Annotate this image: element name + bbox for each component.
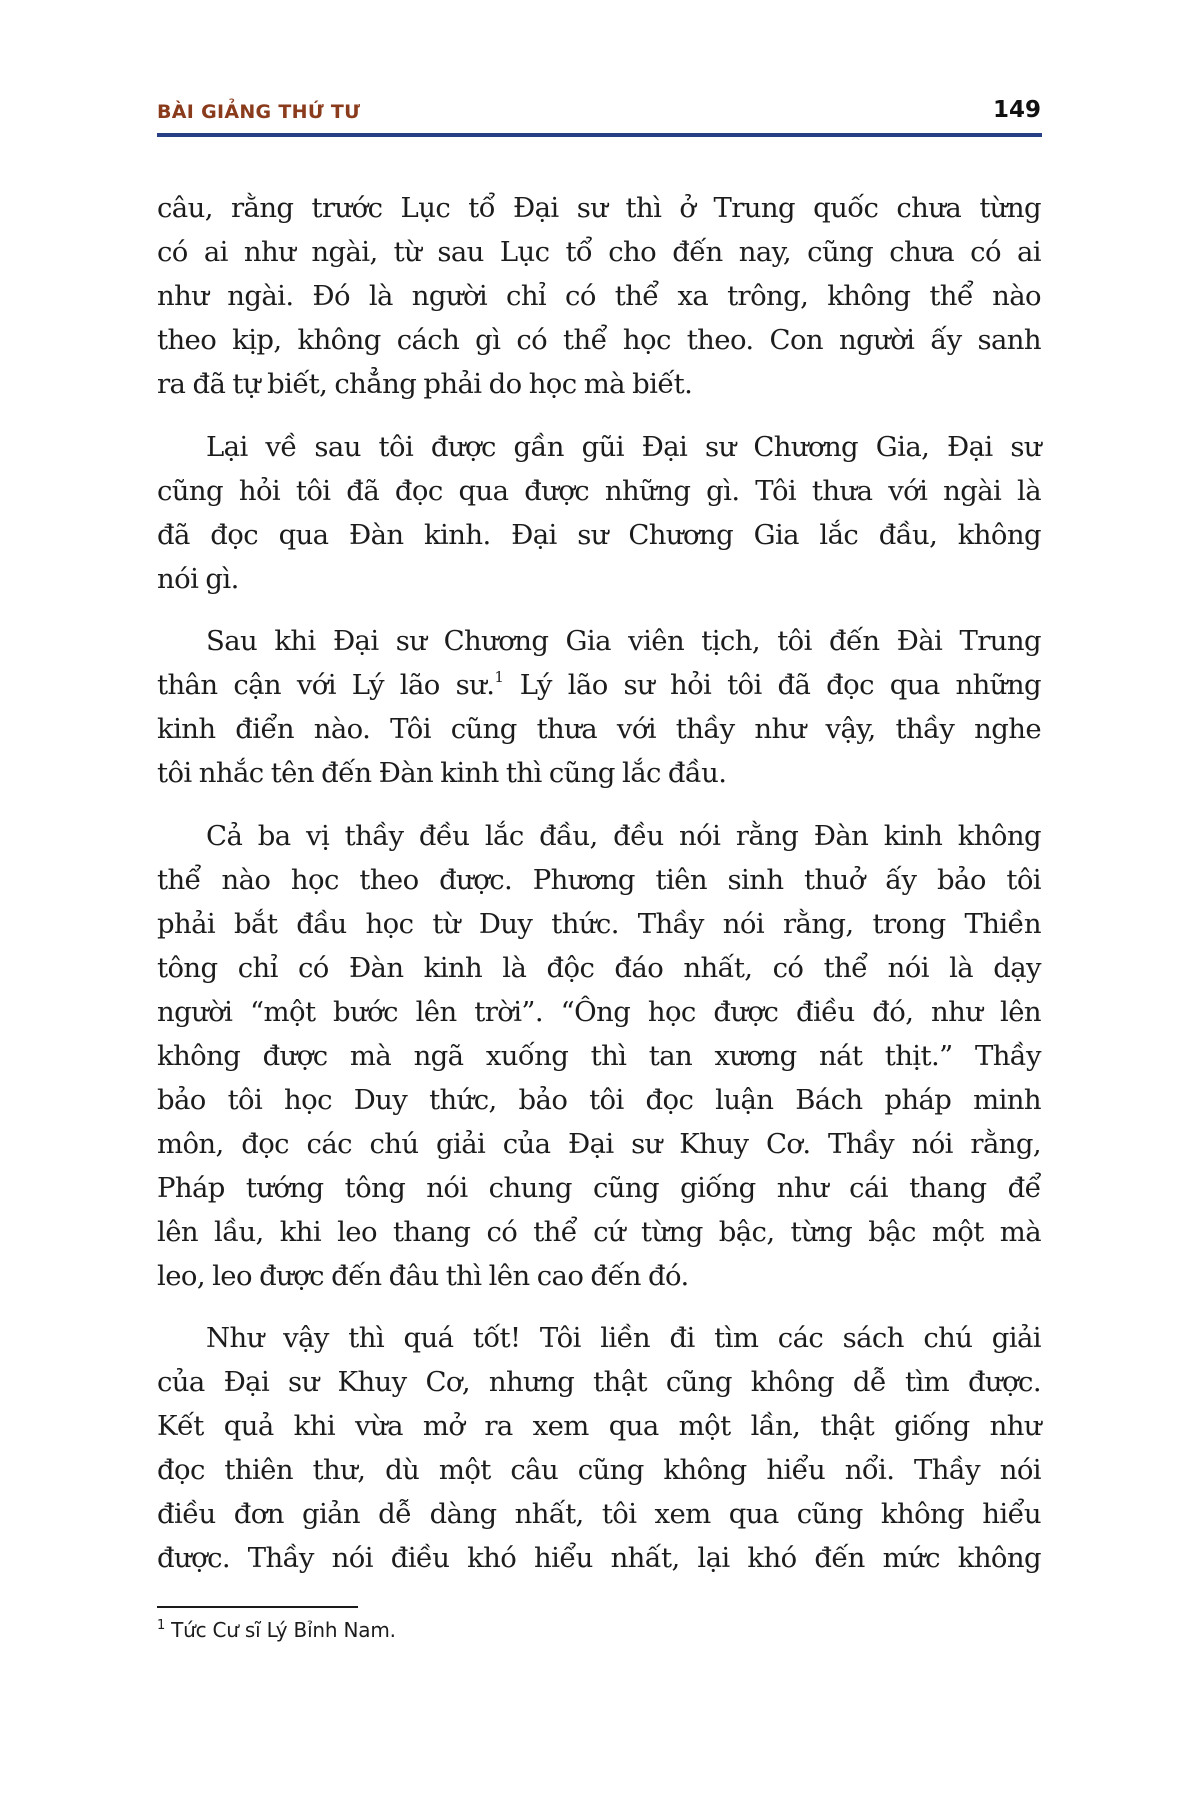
paragraph (157, 186, 1041, 406)
text-line: người “một bước lên trời”. “Ông học được điều đó, như lên (157, 995, 1041, 1028)
paragraph (157, 619, 1041, 795)
text-line: kinh điển nào. Tôi cũng thưa với thầy như vậy, thầy nghe (157, 713, 1041, 745)
text-line-with-footnote (157, 663, 1041, 707)
chapter-label: BÀI GIẢNG THỨ TƯ (157, 101, 361, 123)
text-line: theo kịp, không cách gì có thể học theo. Con người ấy sanh (157, 324, 1041, 356)
footnote-mark: 1 (157, 1618, 166, 1633)
text-line: bảo tôi học Duy thức, bảo tôi đọc luận Bách pháp minh (157, 1083, 1041, 1116)
text-line: cũng hỏi tôi đã đọc qua được những gì. Tôi thưa với ngài là (157, 474, 1041, 507)
text-line: tôi nhắc tên đến Đàn kinh thì cũng lắc đầu. (157, 757, 727, 789)
text-line: Pháp tướng tông nói chung cũng giống như cái thang để (157, 1171, 1041, 1204)
text-line: lên lầu, khi leo thang có thể cứ từng bậc, từng bậc một mà (157, 1215, 1041, 1248)
text-line: không được mà ngã xuống thì tan xương nát thịt.” Thầy (157, 1039, 1041, 1072)
text-line: Kết quả khi vừa mở ra xem qua một lần, thật giống như (157, 1410, 1041, 1442)
text-line: được. Thầy nói điều khó hiểu nhất, lại khó đến mức không (157, 1542, 1041, 1574)
text-fragment: Lý lão sư hỏi tôi đã đọc qua những (503, 669, 1041, 701)
text-line: điều đơn giản dễ dàng nhất, tôi xem qua cũng không hiểu (157, 1498, 1041, 1530)
running-header (157, 97, 1041, 127)
text-line: môn, đọc các chú giải của Đại sư Khuy Cơ. Thầy nói rằng, (157, 1127, 1041, 1160)
text-line: đọc thiên thư, dù một câu cũng không hiểu nổi. Thầy nói (157, 1454, 1041, 1486)
body-text (157, 186, 1041, 1599)
text-line: đã đọc qua Đàn kinh. Đại sư Chương Gia lắc đầu, không (157, 518, 1041, 551)
header-rule (157, 133, 1042, 137)
text-line: Cả ba vị thầy đều lắc đầu, đều nói rằng Đàn kinh không (206, 819, 1041, 852)
text-line: leo, leo được đến đâu thì lên cao đến đó. (157, 1259, 689, 1292)
text-line: của Đại sư Khuy Cơ, nhưng thật cũng không dễ tìm được. (157, 1366, 1041, 1398)
footnote-text: Tức Cư sĩ Lý Bỉnh Nam. (171, 1618, 396, 1642)
paragraph (157, 425, 1041, 601)
text-line: có ai như ngài, từ sau Lục tổ cho đến nay, cũng chưa có ai (157, 236, 1041, 268)
paragraph (157, 814, 1041, 1298)
footnote-reference[interactable]: 1 (494, 668, 504, 686)
text-line: Như vậy thì quá tốt! Tôi liền đi tìm các sách chú giải (206, 1322, 1041, 1354)
text-line: như ngài. Đó là người chỉ có thể xa trông, không thể nào (157, 280, 1041, 312)
text-line: nói gì. (157, 562, 239, 595)
text-line: ra đã tự biết, chẳng phải do học mà biết. (157, 368, 693, 400)
text-line: Lại về sau tôi được gần gũi Đại sư Chương Gia, Đại sư (206, 430, 1041, 463)
text-line: phải bắt đầu học từ Duy thức. Thầy nói rằng, trong Thiền (157, 907, 1041, 940)
page-number: 149 (992, 97, 1041, 123)
text-line: tông chỉ có Đàn kinh là độc đáo nhất, có thể nói là dạy (157, 951, 1041, 984)
text-line: Sau khi Đại sư Chương Gia viên tịch, tôi đến Đài Trung (206, 625, 1041, 657)
text-line: câu, rằng trước Lục tổ Đại sư thì ở Trung quốc chưa từng (157, 192, 1041, 224)
paragraph (157, 1316, 1041, 1580)
footnote (157, 1618, 396, 1642)
footnote-separator (157, 1606, 358, 1608)
text-fragment: thân cận với Lý lão sư. (157, 669, 495, 701)
text-line: thể nào học theo được. Phương tiên sinh thuở ấy bảo tôi (157, 863, 1041, 896)
book-page (157, 0, 1041, 1800)
